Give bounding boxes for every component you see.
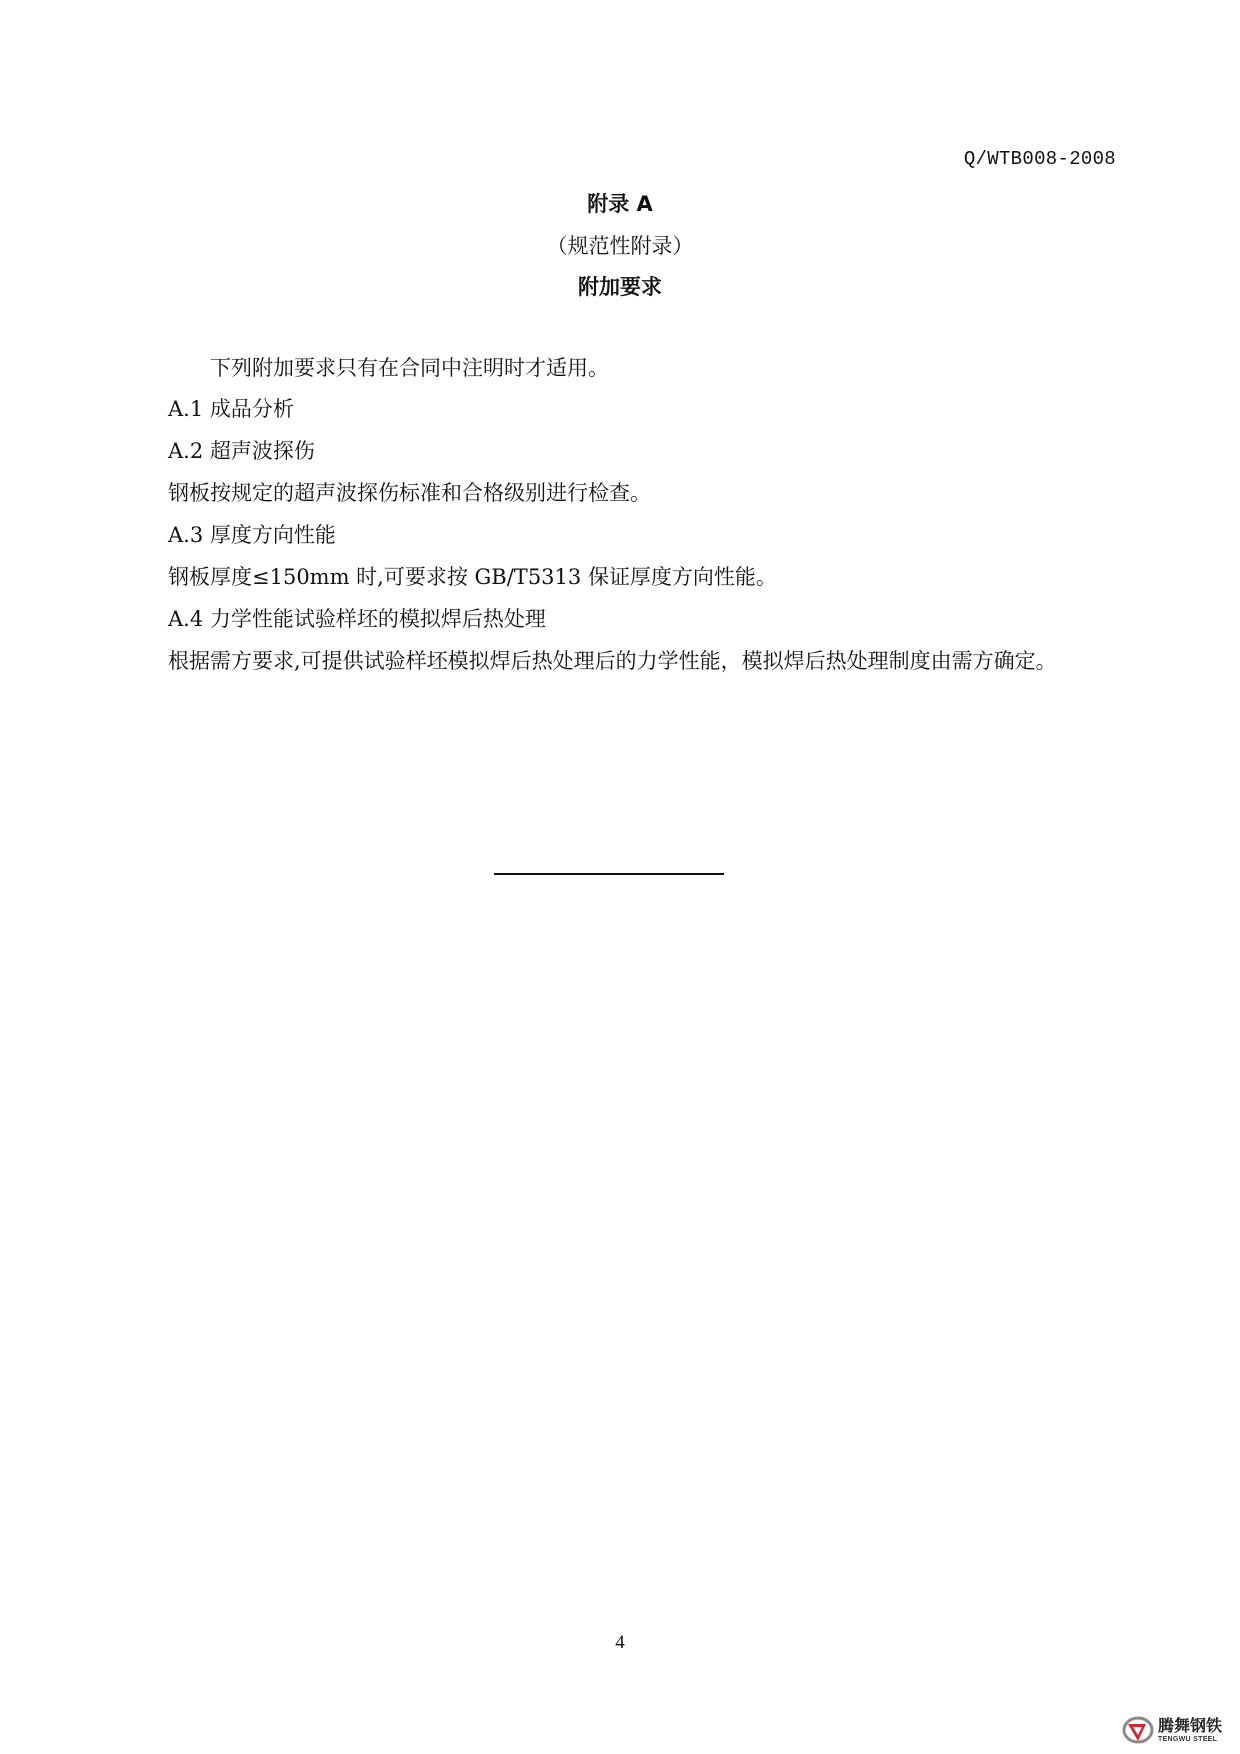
section-a4-text: 根据需方要求,可提供试验样坯模拟焊后热处理后的力学性能，模拟焊后热处理制度由需方确定。	[168, 649, 1057, 673]
appendix-type: （规范性附录）	[546, 234, 694, 258]
appendix-title: 附录 A	[587, 192, 653, 216]
intro-paragraph: 下列附加要求只有在合同中注明时才适用。	[210, 356, 609, 380]
tengwu-logo-icon	[1122, 1715, 1154, 1745]
section-a2-text: 钢板按规定的超声波探伤标准和合格级别进行检查。	[168, 481, 651, 505]
section-a3-heading: A.3 厚度方向性能	[168, 523, 336, 547]
brand-name-cn: 腾舞钢铁	[1158, 1715, 1223, 1735]
brand-name-en: TENGWU STEEL	[1158, 1735, 1218, 1743]
standard-code: Q/WTB008-2008	[963, 148, 1116, 170]
section-a4-heading: A.4 力学性能试验样坯的模拟焊后热处理	[168, 607, 546, 631]
section-a3-text: 钢板厚度≤150mm 时,可要求按 GB/T5313 保证厚度方向性能。	[168, 565, 777, 589]
brand-watermark	[1122, 1715, 1222, 1745]
page-number: 4	[615, 1632, 625, 1653]
section-a1-heading: A.1 成品分析	[168, 397, 294, 421]
end-rule	[494, 873, 724, 875]
section-a2-heading: A.2 超声波探伤	[168, 439, 315, 463]
appendix-subject: 附加要求	[578, 275, 662, 299]
